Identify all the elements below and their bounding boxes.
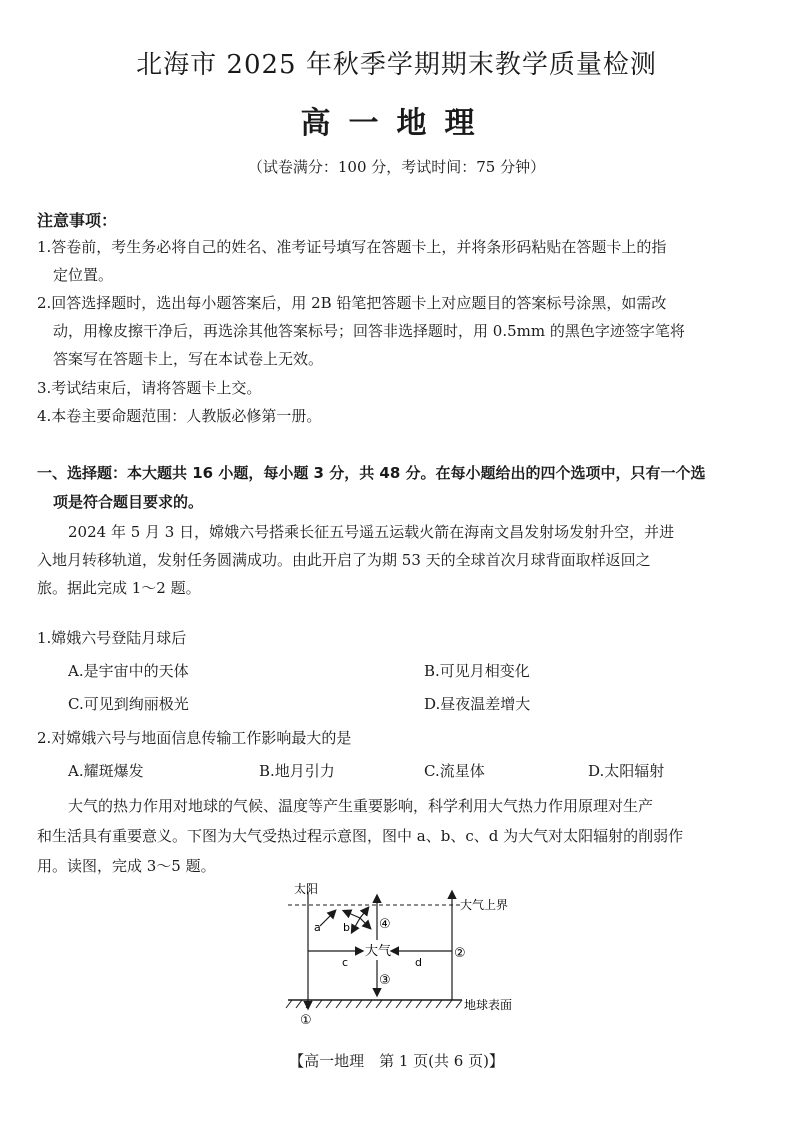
passage-2-line-2: 和生活具有重要意义。下图为大气受热过程示意图，图中 a、b、c、d 为大气对太阳辐射的削弱作	[37, 827, 684, 845]
page-footer: 【高一地理 第 1 页(共 6 页)】	[289, 1052, 504, 1070]
notice-item-2-line-2: 动，用橡皮擦干净后，再选涂其他答案标号；回答非选择题时，用 0.5mm 的黑色字迹签字笔将	[53, 322, 685, 340]
question-2-option-a: A.耀斑爆发	[68, 762, 144, 780]
question-2-option-c: C.流星体	[424, 762, 485, 780]
passage-1-line-2: 入地月转移轨道，发射任务圆满成功。由此开启了为期 53 天的全球首次月球背面取样返回之	[37, 551, 651, 569]
notice-item-4: 4.本卷主要命题范围：人教版必修第一册。	[37, 407, 322, 425]
question-1-option-a: A.是宇宙中的天体	[68, 662, 189, 680]
passage-2-line-3: 用。读图，完成 3～5 题。	[37, 857, 216, 875]
atmosphere-top-label: 大气上界	[460, 898, 509, 912]
label-c: c	[342, 956, 349, 969]
section-1-heading-line-2: 项是符合题目要求的。	[53, 493, 204, 511]
earth-surface-label: 地球表面	[464, 998, 513, 1012]
question-1-stem: 1.嫦娥六号登陆月球后	[37, 629, 187, 647]
question-2-stem: 2.对嫦娥六号与地面信息传输工作影响最大的是	[37, 729, 352, 747]
sun-label: 太阳	[294, 882, 319, 896]
label-4: ④	[379, 917, 391, 932]
question-2-option-b: B.地月引力	[259, 762, 335, 780]
passage-1-line-3: 旅。据此完成 1～2 题。	[37, 579, 201, 597]
passage-1-line-1: 2024 年 5 月 3 日，嫦娥六号搭乘长征五号遥五运载火箭在海南文昌发射场发射升空，并进	[68, 523, 675, 541]
surface-hatching	[286, 1000, 462, 1008]
notice-item-1-line-2: 定位置。	[53, 266, 114, 284]
label-d: d	[415, 956, 422, 969]
label-1: ①	[300, 1013, 312, 1028]
atmosphere-label: 大气	[365, 944, 392, 959]
label-b: b	[343, 921, 350, 934]
question-1-option-d: D.昼夜温差增大	[424, 695, 531, 713]
notice-heading: 注意事项：	[37, 211, 118, 230]
notice-item-1-line-1: 1.答卷前，考生务必将自己的姓名、准考证号填写在答题卡上，并将条形码粘贴在答题卡上的指	[37, 238, 667, 256]
subject-title: 高一地理	[300, 106, 493, 141]
passage-2-line-1: 大气的热力作用对地球的气候、温度等产生重要影响，科学利用大气热力作用原理对生产	[68, 797, 654, 815]
label-2: ②	[454, 946, 466, 961]
exam-info: （试卷满分：100 分，考试时间：75 分钟）	[247, 158, 546, 176]
arrow-a	[320, 911, 335, 926]
notice-item-2-line-3: 答案写在答题卡上，写在本试卷上无效。	[53, 350, 324, 368]
question-2-option-d: D.太阳辐射	[588, 762, 665, 780]
question-1-option-c: C.可见到绚丽极光	[68, 695, 189, 713]
exam-title: 北海市 2025 年秋季学期期末教学质量检测	[136, 50, 657, 80]
label-a: a	[314, 921, 321, 934]
question-1-option-b: B.可见月相变化	[424, 662, 530, 680]
notice-item-2-line-1: 2.回答选择题时，选出每小题答案后，用 2B 铅笔把答题卡上对应题目的答案标号涂黑，如需改	[37, 294, 667, 312]
atmosphere-heating-diagram	[280, 878, 540, 1028]
section-1-heading-line-1: 一、选择题：本大题共 16 小题，每小题 3 分，共 48 分。在每小题给出的四个选项中，只有一个选	[37, 464, 706, 482]
notice-item-3: 3.考试结束后，请将答题卡上交。	[37, 379, 262, 397]
label-3: ③	[379, 973, 391, 988]
